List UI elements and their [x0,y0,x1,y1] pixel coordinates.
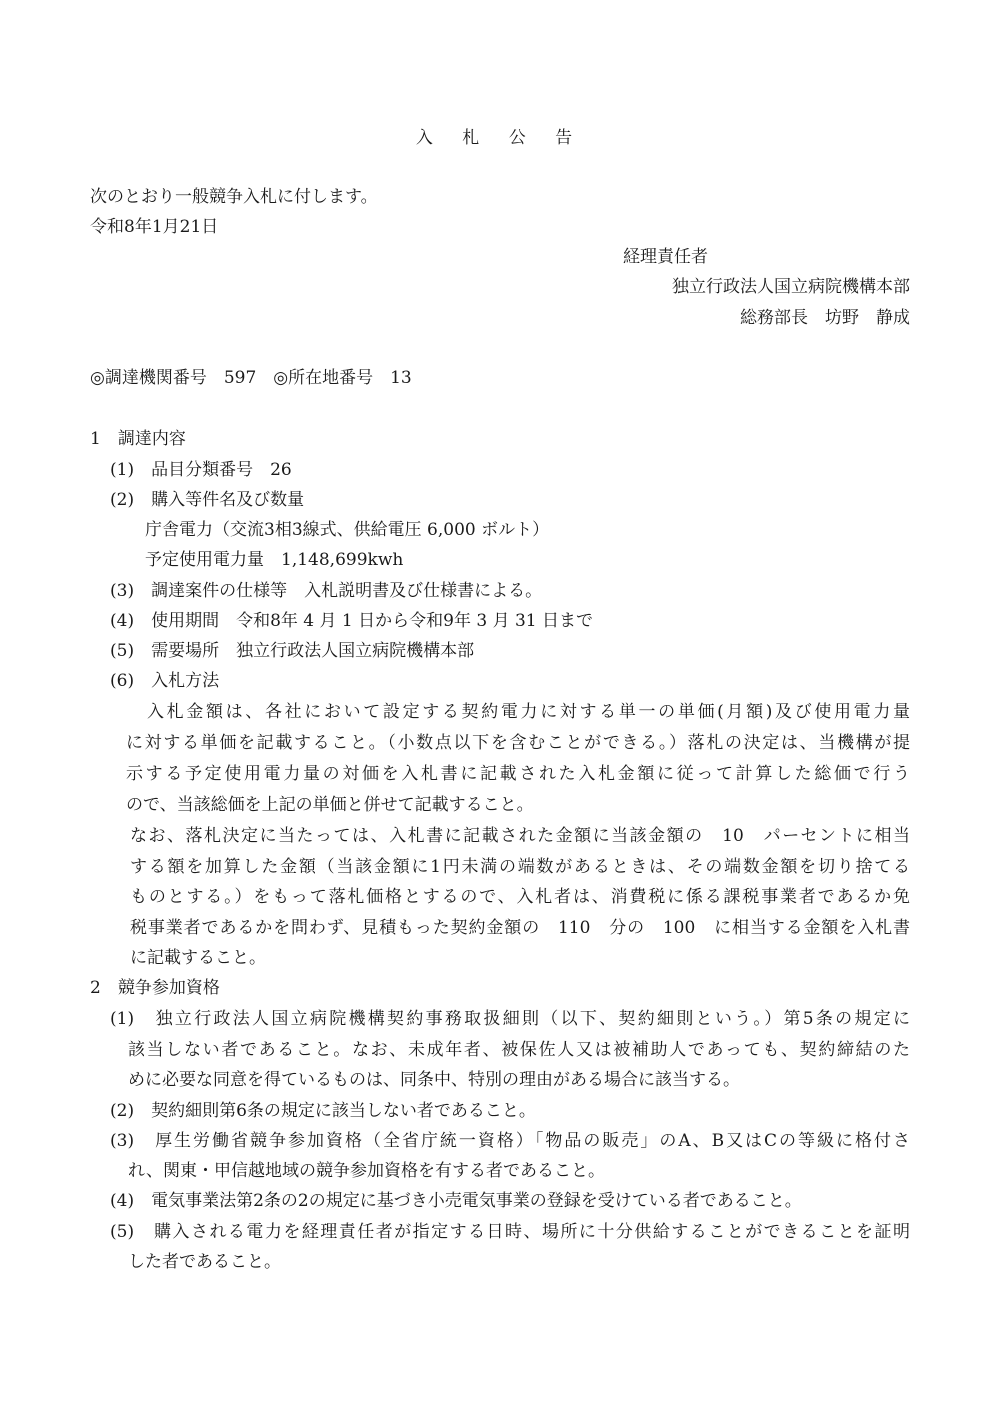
bid-method-para1-line: ので、当該総価を上記の単価と併せて記載すること。 [126,795,534,815]
section2-item2: (2) 契約細則第6条の規定に該当しない者であること。 [110,1101,536,1121]
section1-item6: (6) 入札方法 [110,671,220,691]
procurement-numbers: ◎調達機関番号 597 ◎所在地番号 13 [90,368,412,388]
section2-item5-line: した者であること。 [128,1252,281,1272]
bid-method-para2-line: 税事業者であるかを問わず、見積もった契約金額の 110 分の 100 に相当する金額を入札書 [130,918,910,938]
section1-item2: (2) 購入等件名及び数量 [110,490,305,510]
bid-method-para2-line: する額を加算した金額（当該金額に1円未満の端数があるときは、その端数金額を切り捨てる [130,857,910,877]
section1-item1: (1) 品目分類番号 26 [110,460,292,480]
bid-method-para2-line: なお、落札決定に当たっては、入札書に記載された金額に当該金額の 10 パーセントに相当 [130,826,910,846]
section2-item1-line: 該当しない者であること。なお、未成年者、被保佐人又は被補助人であっても、契約締結のた [128,1040,910,1060]
section2-item4: (4) 電気事業法第2条の2の規定に基づき小売電気事業の登録を受けている者であること。 [110,1191,802,1211]
section2-item3-line: れ、関東・甲信越地域の競争参加資格を有する者であること。 [128,1161,606,1181]
bid-method-para1-line: に対する単価を記載すること。（小数点以下を含むことができる。）落札の決定は、当機構が提 [126,733,910,753]
section1-item2-detail1: 庁舎電力（交流3相3線式、供給電圧 6,000 ボルト） [145,520,550,540]
section1-item4: (4) 使用期間 令和8年 4 月 1 日から令和9年 3 月 31 日まで [110,611,594,631]
section2-item5-line: (5) 購入される電力を経理責任者が指定する日時、場所に十分供給することができることを証明 [110,1222,910,1242]
section2-heading: 2 競争参加資格 [90,978,220,998]
bid-method-para1-line: 示する予定使用電力量の対価を入札書に記載された入札金額に従って計算した総価で行う [126,764,910,784]
intro-text: 次のとおり一般競争入札に付します。 [90,187,378,207]
bid-method-para1-line: 入札金額は、各社において設定する契約電力に対する単一の単価(月額)及び使用電力量 [147,702,910,722]
section2-item3-line: (3) 厚生労働省競争参加資格（全省庁統一資格）「物品の販売」のA、B又はCの等級に格付さ [110,1131,910,1151]
section2-item1-line: (1) 独立行政法人国立病院機構契約事務取扱細則（以下、契約細則という。）第5条の規定に [110,1009,910,1029]
section1-item5: (5) 需要場所 独立行政法人国立病院機構本部 [110,641,475,661]
issuer-organization: 独立行政法人国立病院機構本部 [672,277,910,297]
section1-item3: (3) 調達案件の仕様等 入札説明書及び仕様書による。 [110,581,543,601]
bid-method-para2-line: ものとする。）をもって落札価格とするので、入札者は、消費税に係る課税事業者であるか免 [130,887,910,907]
issuer-role: 経理責任者 [623,247,708,267]
issuer-name: 総務部長 坊野 静成 [740,308,910,328]
section1-heading: 1 調達内容 [90,429,186,449]
section1-item2-detail2: 予定使用電力量 1,148,699kwh [145,550,404,570]
notice-date: 令和8年1月21日 [90,217,219,237]
bid-method-para2-line: に記載すること。 [130,948,266,968]
document-title: 入 札 公 告 [415,128,585,148]
section2-item1-line: めに必要な同意を得ているものは、同条中、特別の理由がある場合に該当する。 [128,1070,740,1090]
